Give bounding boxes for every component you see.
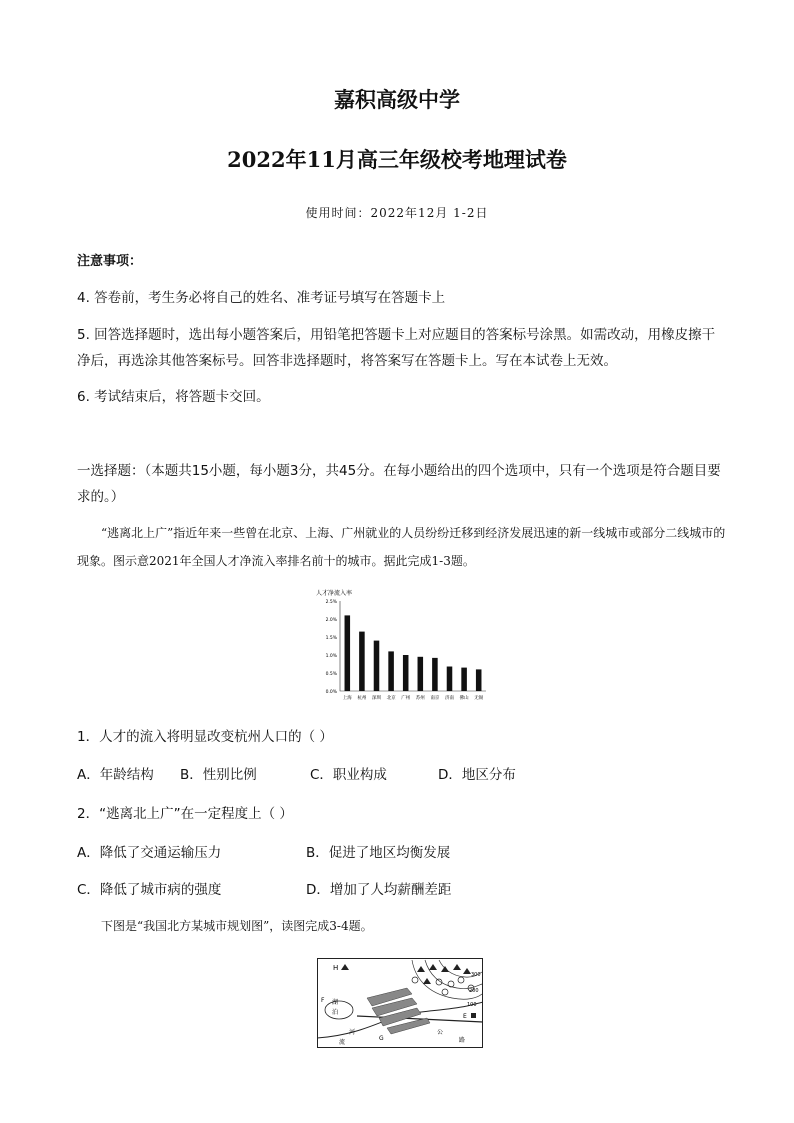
map-label-lake-2: 泊 xyxy=(332,1009,339,1016)
chart-category-label: 深圳 xyxy=(372,696,381,701)
talent-inflow-chart xyxy=(310,585,490,705)
map-label-road-2: 路 xyxy=(459,1037,466,1044)
notice-heading: 注意事项： xyxy=(77,254,143,269)
contour-label-200: 200 xyxy=(469,988,479,994)
map-label-river-1: 河 xyxy=(349,1029,356,1036)
chart-category-label: 北京 xyxy=(386,696,396,701)
chart-bar xyxy=(374,641,380,691)
chart-bar xyxy=(461,668,467,691)
intro-paragraph-1: “逃离北上广”指近年来一些曾在北京、上海、广州就业的人员纷纷迁移到经济发展迅速的新一线城市或部分二线城市的现象。图示意2021年全国人才净流入率排名前十的城市。据此完成1-3题。 xyxy=(77,526,726,568)
notice-item-6: 6. 考试结束后，将答题卡交回。 xyxy=(77,389,270,405)
use-time: 使用时间：2022年12月 1-2日 xyxy=(305,206,489,220)
q2-option-d[interactable]: D．增加了人均薪酬差距 xyxy=(306,882,452,898)
q1-option-d[interactable]: D．地区分布 xyxy=(438,767,516,783)
section-heading: 一选择题：（本题共15小题，每小题3分，共45分。在每小题给出的四个选项中，只有一个选项是符合题目要求的。） xyxy=(77,463,721,505)
chart-category-label: 上海 xyxy=(342,696,352,701)
contour-label-100: 100 xyxy=(467,1002,477,1008)
chart-bar xyxy=(432,658,438,691)
chart-bar xyxy=(403,655,409,691)
question-1-stem: 1．人才的流入将明显改变杭州人口的（ ） xyxy=(77,729,333,745)
chart-ytick-label: 2.0% xyxy=(325,618,337,623)
map-label-g: G xyxy=(379,1035,384,1042)
map-label-h: H xyxy=(333,964,339,972)
map-label-river-2: 流 xyxy=(339,1039,346,1046)
chart-bar xyxy=(447,667,453,691)
q1-option-c[interactable]: C．职业构成 xyxy=(310,767,387,783)
chart-category-label: 佛山 xyxy=(459,696,469,701)
chart-ytick-label: 0.5% xyxy=(325,672,337,677)
chart-ytick-label: 0.0% xyxy=(325,690,337,695)
chart-ytick-label: 1.5% xyxy=(325,636,337,641)
chart-category-label: 杭州 xyxy=(357,696,367,701)
chart-category-label: 苏州 xyxy=(415,696,425,701)
chart-bar xyxy=(388,651,394,691)
map-label-lake-1: 湖 xyxy=(332,999,339,1006)
q2-option-c[interactable]: C．降低了城市病的强度 xyxy=(77,882,222,898)
chart-category-label: 无锡 xyxy=(474,696,484,701)
map-label-e: E xyxy=(463,1013,467,1020)
chart-bar xyxy=(359,632,365,691)
exam-title: 2022年11月高三年级校考地理试卷 xyxy=(227,147,567,172)
e-square-icon xyxy=(471,1013,476,1018)
city-planning-map xyxy=(317,958,483,1048)
chart-ylabel: 人才净流入率 xyxy=(316,590,353,597)
chart-ytick-label: 2.5% xyxy=(325,600,337,605)
q1-option-b[interactable]: B．性别比例 xyxy=(180,767,257,783)
chart-bar xyxy=(345,615,351,691)
chart-ytick-label: 1.0% xyxy=(325,654,337,659)
chart-category-label: 济南 xyxy=(445,696,454,701)
chart-bar xyxy=(418,657,424,691)
q1-option-a[interactable]: A．年龄结构 xyxy=(77,767,154,783)
q2-option-b[interactable]: B．促进了地区均衡发展 xyxy=(306,845,451,861)
school-name: 嘉积高级中学 xyxy=(334,87,460,112)
chart-category-label: 南京 xyxy=(430,696,440,701)
notice-item-4: 4. 答卷前，考生务必将自己的姓名、准考证号填写在答题卡上 xyxy=(77,290,446,306)
map-label-road-1: 公 xyxy=(437,1029,444,1036)
contour-label-300: 300 xyxy=(471,972,481,978)
chart-bar xyxy=(476,669,482,691)
intro-paragraph-2: 下图是“我国北方某城市规划图”，读图完成3-4题。 xyxy=(101,919,373,933)
map-label-f: F xyxy=(321,997,325,1004)
q2-option-a[interactable]: A．降低了交通运输压力 xyxy=(77,845,222,861)
notice-item-5: 5. 回答选择题时，选出每小题答案后，用铅笔把答题卡上对应题目的答案标号涂黑。如需改动，用橡皮擦干净后，再选涂其他答案标号。回答非选择题时，将答案写在答题卡上。写在本试卷上无效。 xyxy=(77,327,716,369)
chart-category-label: 广州 xyxy=(401,696,411,701)
question-2-stem: 2．“逃离北上广”在一定程度上（ ） xyxy=(77,806,293,822)
